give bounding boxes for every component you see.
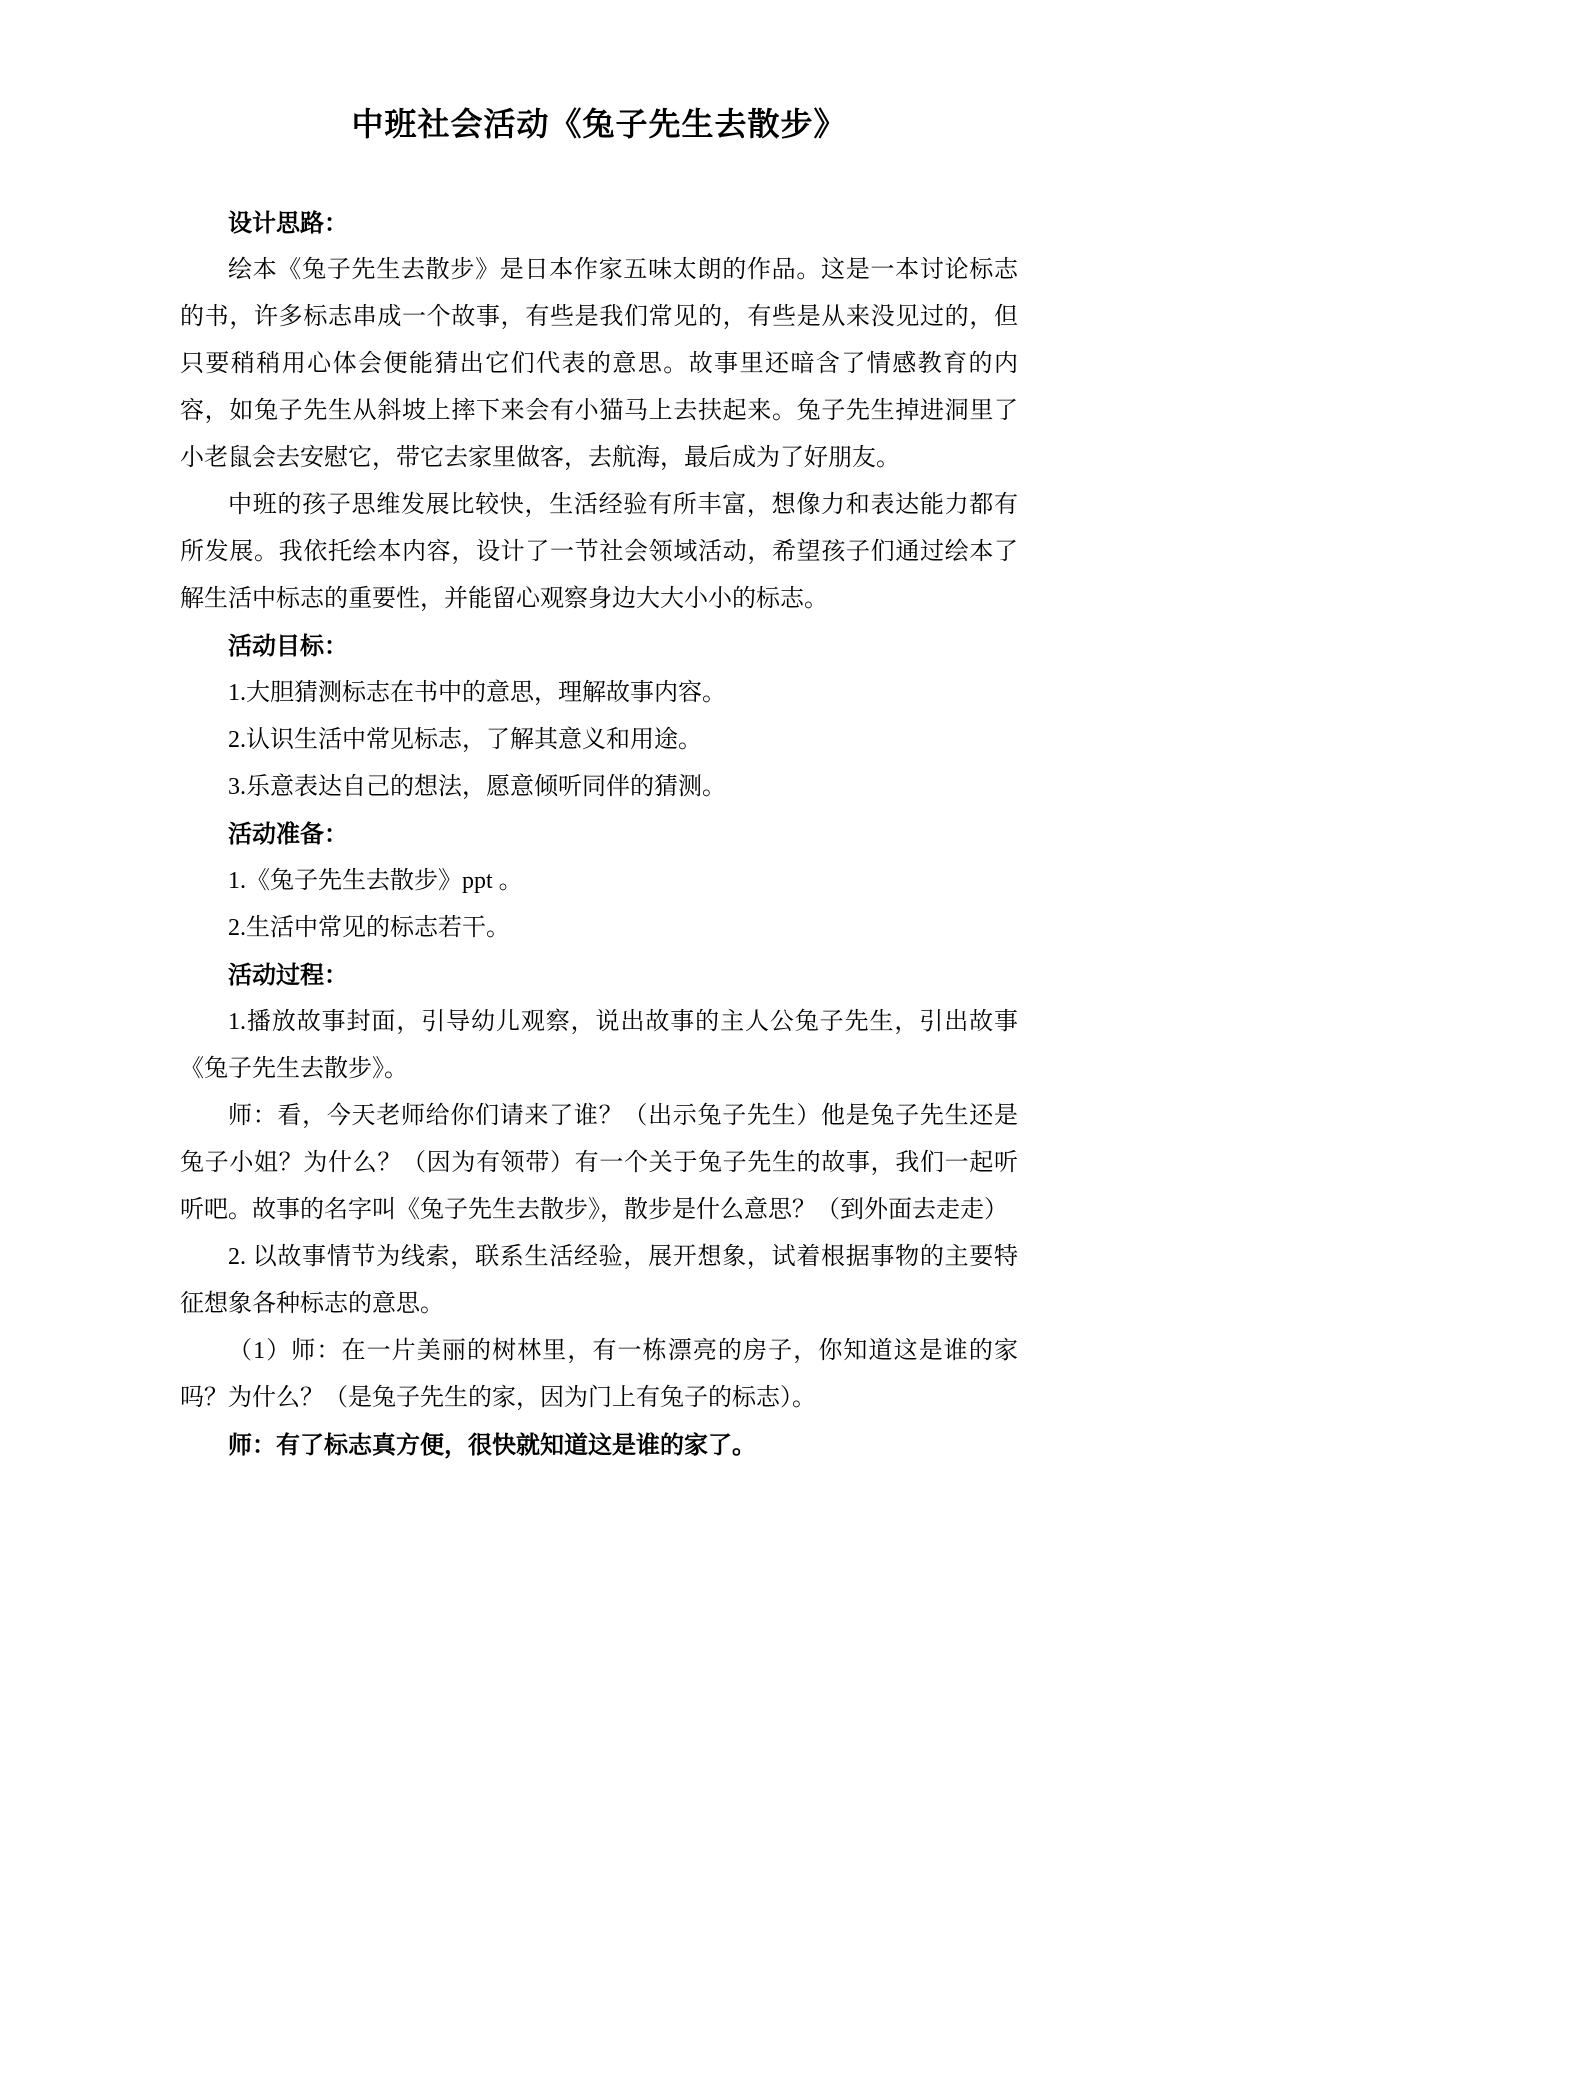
process-paragraph-1: 1.播放故事封面，引导幼儿观察，说出故事的主人公兔子先生，引出故事《兔子先生去散步》。 — [180, 1009, 1018, 1082]
preparation-item-1: 1.《兔子先生去散步》ppt 。 — [228, 868, 523, 894]
goal-item-2: 2.认识生活中常见标志，了解其意义和用途。 — [228, 727, 702, 753]
document-title: 中班社会活动《兔子先生去散步》 — [351, 106, 847, 142]
heading-activity-goals: 活动目标： — [228, 633, 348, 660]
process-paragraph-4: （1）师：在一片美丽的树林里，有一栋漂亮的房子，你知道这是谁的家吗？为什么？（是兔子先生的家，因为门上有兔子的标志）。 — [180, 1338, 1018, 1411]
design-intent-paragraph-2: 中班的孩子思维发展比较快，生活经验有所丰富，想像力和表达能力都有所发展。我依托绘本内容，设计了一节社会领域活动，希望孩子们通过绘本了解生活中标志的重要性，并能留心观察身边大大小小的标志。 — [180, 492, 1018, 612]
goal-item-3: 3.乐意表达自己的想法，愿意倾听同伴的猜测。 — [228, 774, 726, 800]
design-intent-paragraph-1: 绘本《兔子先生去散步》是日本作家五味太朗的作品。这是一本讨论标志的书，许多标志串成一个故事，有些是我们常见的，有些是从来没见过的，但只要稍稍用心体会便能猜出它们代表的意思。故事里还暗含了情感教育的内容，如兔子先生从斜坡上摔下来会有小猫马上去扶起来。兔子先生掉进洞里了小老鼠会去安慰它，带它去家里做客，去航海，最后成为了好朋友。 — [180, 257, 1018, 471]
preparation-item-2: 2.生活中常见的标志若干。 — [228, 915, 510, 941]
process-emphasis-line: 师：有了标志真方便，很快就知道这是谁的家了。 — [228, 1432, 756, 1459]
process-paragraph-3: 2. 以故事情节为线索，联系生活经验，展开想象，试着根据事物的主要特征想象各种标志的意思。 — [180, 1244, 1018, 1317]
heading-design-intent: 设计思路： — [228, 210, 348, 237]
goal-item-1: 1.大胆猜测标志在书中的意思，理解故事内容。 — [228, 680, 726, 706]
process-paragraph-2: 师：看，今天老师给你们请来了谁？（出示兔子先生）他是兔子先生还是兔子小姐？为什么？（因为有领带）有一个关于兔子先生的故事，我们一起听听吧。故事的名字叫《兔子先生去散步》，散步是什么意思？（到外面去走走） — [180, 1103, 1018, 1223]
document-content — [180, 0, 1018, 1469]
heading-activity-process: 活动过程： — [228, 962, 348, 989]
heading-activity-preparation: 活动准备： — [228, 821, 348, 848]
